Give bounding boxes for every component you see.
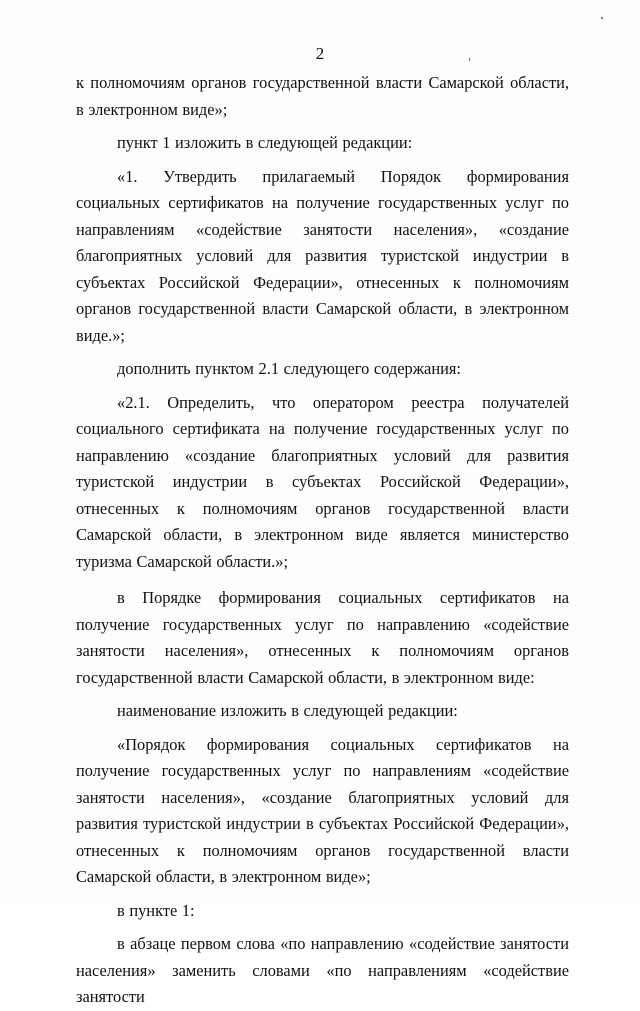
scan-speck — [601, 17, 603, 19]
scan-speck — [469, 58, 470, 61]
paragraph: к полномочиям органов государственной власти Самарской области, в электронном виде»; — [76, 73, 569, 119]
paragraph: пункт 1 изложить в следующей редакции: — [117, 133, 413, 152]
paragraph: в пункте 1: — [117, 900, 195, 920]
page-number: 2 — [315, 44, 325, 63]
paragraph: в Порядке формирования социальных сертификатов на получение государственных услуг по направлению «содействие занятости населения», отнесенных к полномочиям органов государственной власти Самарской области, в электронном виде: — [76, 588, 569, 687]
paragraph: наименование изложить в следующей редакции: — [117, 701, 458, 720]
paragraph: «1. Утвердить прилагаемый Порядок формирования социальных сертификатов на получение государственных услуг по направлениям «содействие занятости населения», «создание благоприятных условий для развития туристской индустрии в субъектах Российской Федерации», отнесенных к полномочиям органов государственной власти Самарской области, в электронном виде.»; — [76, 166, 569, 345]
paragraph: дополнить пунктом 2.1 следующего содержания: — [117, 359, 461, 378]
paragraph: «2.1. Определить, что оператором реестра получателей социального сертификата на получение государственных услуг по направлению «создание благоприятных условий для развития туристской индустрии в субъектах Российской Федерации», отнесенных к полномочиям органов государственной власти Самарской области, в электронном виде является министерство туризма Самарской области.»; — [76, 392, 569, 571]
paragraph: «Порядок формирования социальных сертификатов на получение государственных услуг по направлениям «содействие занятости населения», «создание благоприятных условий для развития туристской индустрии в субъектах Российской Федерации», отнесенных к полномочиям органов государственной власти Самарской области, в электронном виде»; — [76, 734, 569, 886]
document-body — [76, 70, 569, 1011]
paragraph: в абзаце первом слова «по направлению «содействие занятости населения» заменить словами «по направлениям «содействие занятости — [76, 934, 569, 1006]
